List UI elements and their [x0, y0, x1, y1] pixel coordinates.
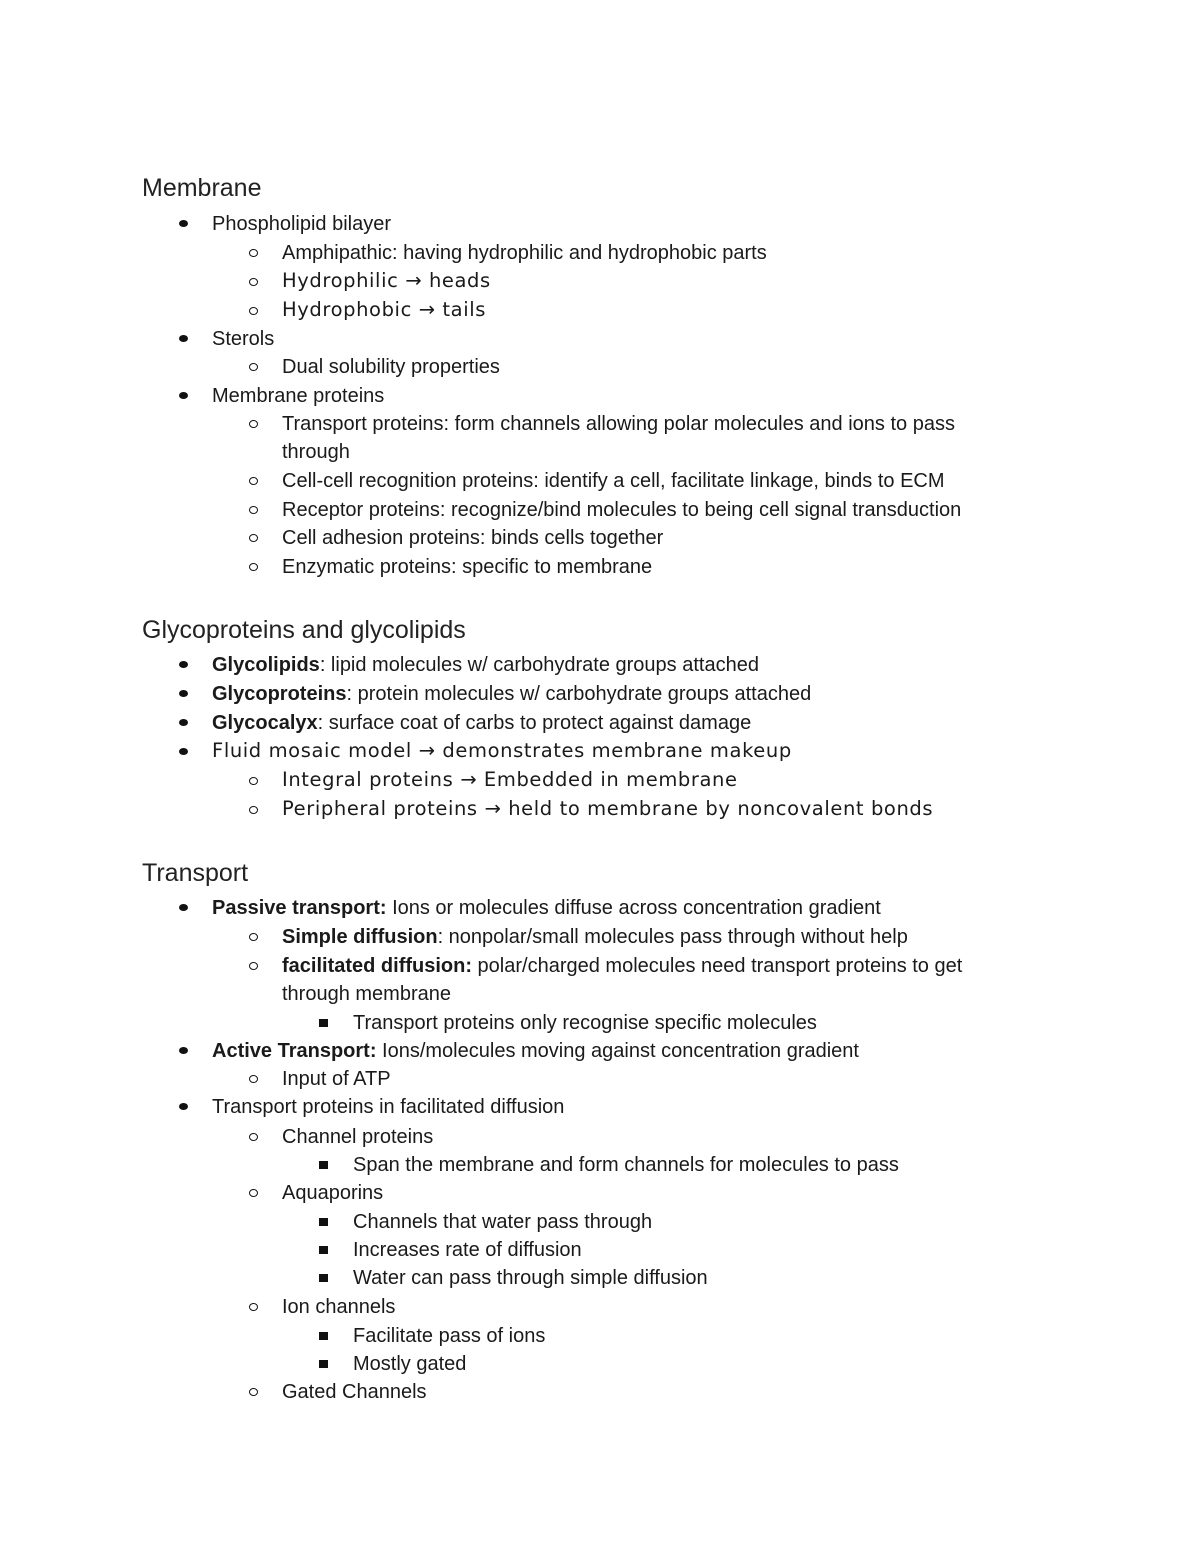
list-item: Glycolipids: lipid molecules w/ carbohydrate groups attached	[212, 651, 759, 680]
list-item: Hydrophilic → heads	[282, 267, 491, 296]
list-item: Glycoproteins: protein molecules w/ carbohydrate groups attached	[212, 680, 811, 709]
list-item: Cell adhesion proteins: binds cells together	[282, 524, 663, 553]
list-item: facilitated diffusion: polar/charged molecules need transport proteins to get	[282, 952, 962, 981]
list-item: Hydrophobic → tails	[282, 296, 486, 325]
square-bullet-icon	[319, 1322, 328, 1351]
bullet-icon	[179, 210, 188, 239]
bullet-icon	[179, 709, 188, 738]
circle-bullet-icon	[249, 353, 258, 382]
bullet-icon	[179, 1093, 188, 1122]
bullet-icon	[179, 651, 188, 680]
list-item: Integral proteins → Embedded in membrane	[282, 766, 738, 795]
square-bullet-icon	[319, 1236, 328, 1265]
list-item: Membrane proteins	[212, 382, 384, 411]
circle-bullet-icon	[249, 239, 258, 268]
list-item: Glycocalyx: surface coat of carbs to protect against damage	[212, 709, 751, 738]
square-bullet-icon	[319, 1264, 328, 1293]
list-item: Aquaporins	[282, 1179, 383, 1208]
list-item: Receptor proteins: recognize/bind molecules to being cell signal transduction	[282, 496, 961, 525]
list-item: Enzymatic proteins: specific to membrane	[282, 553, 652, 582]
circle-bullet-icon	[249, 923, 258, 952]
list-item: Increases rate of diffusion	[353, 1236, 582, 1265]
bullet-icon	[179, 680, 188, 709]
circle-bullet-icon	[249, 296, 258, 325]
square-bullet-icon	[319, 1350, 328, 1379]
list-item: Span the membrane and form channels for molecules to pass	[353, 1151, 899, 1180]
list-item-continuation: through	[282, 441, 350, 463]
circle-bullet-icon	[249, 1378, 258, 1407]
list-item: Input of ATP	[282, 1065, 391, 1094]
section-heading-transport: Transport	[142, 859, 249, 887]
list-item: Gated Channels	[282, 1378, 427, 1407]
list-item: Transport proteins only recognise specific molecules	[353, 1009, 817, 1038]
list-item: Cell-cell recognition proteins: identify a cell, facilitate linkage, binds to ECM	[282, 467, 945, 496]
list-item: Water can pass through simple diffusion	[353, 1264, 708, 1293]
bullet-icon	[179, 1037, 188, 1066]
list-item: Channel proteins	[282, 1123, 433, 1152]
circle-bullet-icon	[249, 524, 258, 553]
list-item: Dual solubility properties	[282, 353, 500, 382]
circle-bullet-icon	[249, 467, 258, 496]
circle-bullet-icon	[249, 766, 258, 795]
bullet-icon	[179, 737, 188, 766]
circle-bullet-icon	[249, 553, 258, 582]
circle-bullet-icon	[249, 1293, 258, 1322]
circle-bullet-icon	[249, 1065, 258, 1094]
bullet-icon	[179, 325, 188, 354]
list-item: Sterols	[212, 325, 274, 354]
list-item: Simple diffusion: nonpolar/small molecules pass through without help	[282, 923, 908, 952]
section-heading-glycoproteins: Glycoproteins and glycolipids	[142, 616, 466, 644]
square-bullet-icon	[319, 1208, 328, 1237]
list-item: Ion channels	[282, 1293, 395, 1322]
list-item: Transport proteins: form channels allowing polar molecules and ions to pass	[282, 410, 955, 439]
circle-bullet-icon	[249, 410, 258, 439]
list-item: Channels that water pass through	[353, 1208, 652, 1237]
circle-bullet-icon	[249, 1123, 258, 1152]
square-bullet-icon	[319, 1151, 328, 1180]
section-heading-membrane: Membrane	[142, 174, 262, 202]
list-item: Fluid mosaic model → demonstrates membrane makeup	[212, 737, 792, 766]
list-item: Phospholipid bilayer	[212, 210, 391, 239]
square-bullet-icon	[319, 1009, 328, 1038]
circle-bullet-icon	[249, 496, 258, 525]
list-item: Peripheral proteins → held to membrane by noncovalent bonds	[282, 795, 933, 824]
circle-bullet-icon	[249, 795, 258, 824]
circle-bullet-icon	[249, 952, 258, 981]
list-item: Transport proteins in facilitated diffusion	[212, 1093, 564, 1122]
circle-bullet-icon	[249, 267, 258, 296]
list-item: Facilitate pass of ions	[353, 1322, 545, 1351]
bullet-icon	[179, 382, 188, 411]
list-item-continuation: through membrane	[282, 983, 451, 1005]
list-item: Amphipathic: having hydrophilic and hydrophobic parts	[282, 239, 767, 268]
circle-bullet-icon	[249, 1179, 258, 1208]
list-item: Active Transport: Ions/molecules moving against concentration gradient	[212, 1037, 859, 1066]
bullet-icon	[179, 894, 188, 923]
list-item: Mostly gated	[353, 1350, 466, 1379]
list-item: Passive transport: Ions or molecules diffuse across concentration gradient	[212, 894, 881, 923]
